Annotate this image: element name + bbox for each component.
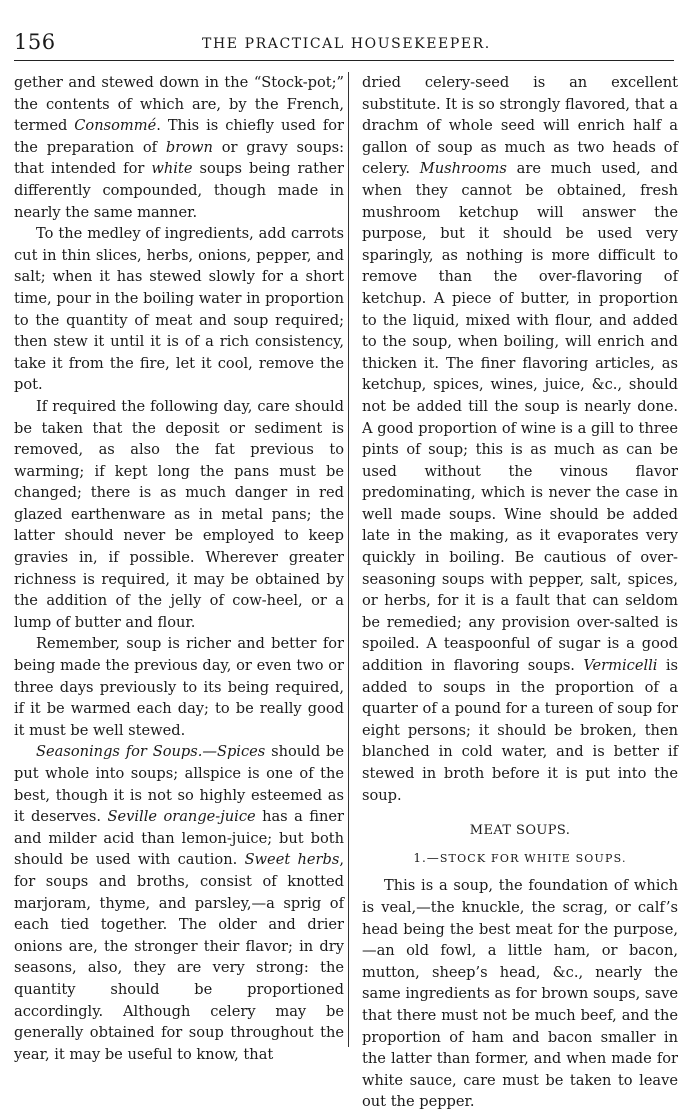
paragraph: Seasonings for Soups.—Spices should be put whole into soups; allspice is one of the best, though it is not so highly esteemed as it deserves. Seville orange-juice has a finer and milder acid than lemon-juice; but both should be used with caution. Sweet herbs, for soups and broths, consist of knotted marjoram, thyme, and parsley,—a sprig of each tied together. The older and drier onions are, the stronger their flavor; in dry seasons, also, they are very strong: the quantity should be proportioned accordingly. Although celery may be generally obtained for soup throughout the year, it may be useful to know, that — [14, 743, 344, 1063]
column-divider — [348, 72, 349, 1047]
page-header — [14, 30, 674, 58]
paragraph: Remember, soup is richer and better for being made the previous day, or even two or three days previously to its being required, if it be warmed each day; to be really good it must be well stewed. — [14, 635, 344, 739]
paragraph: dried celery-seed is an excellent substitute. It is so strongly flavored, that a drachm of whole seed will enrich half a gallon of soup as much as two heads of celery. Mushrooms are much used, and when they cannot be obtained, fresh mushroom ketchup will answer the purpose, but it should be used very sparingly, as nothing is more difficult to remove than the over-flavoring of ketchup. A piece of butter, in proportion to the liquid, mixed with flour, and added to the soup, when boiling, will enrich and thicken it. The finer flavoring articles, as ketchup, spices, wines, juice, &c., should not be added till the soup is nearly done. A good proportion of wine is a gill to three pints of soup; this is as much as can be used without the vinous flavor predominating, which is never the case in well made soups. Wine should be added late in the making, as it evaporates very quickly in boiling. Be cautious of over-seasoning soups with pepper, salt, spices, or herbs, for it is a fault that can seldom be remedied; any provision over-salted is spoiled. A teaspoonful of sugar is a good addition in flavoring soups. Vermicelli is added to soups in the proportion of a quarter of a pound for a tureen of soup for eight persons; it should be broken, then blanched in cold water, and is better if stewed in broth before it is put into the soup. — [362, 74, 678, 804]
right-column — [362, 72, 678, 1113]
paragraph: To the medley of ingredients, add carrots cut in thin slices, herbs, onions, pepper, and salt; when it has stewed slowly for a short time, pour in the boiling water in proportion to the quantity of meat and soup required; then stew it until it is of a rich consistency, take it from the fire, let it cool, remove the pot. — [14, 225, 344, 394]
header-rule — [14, 60, 674, 61]
page-number: 156 — [14, 30, 56, 54]
recipe-heading: 1.—STOCK FOR WHITE SOUPS. — [413, 850, 627, 865]
paragraph: gether and stewed down in the “Stock-pot;” the contents of which are, by the French, termed Consommé. This is chiefly used for the preparation of brown or gravy soups: that intended for white soups being rather differently compounded, though made in nearly the same manner. — [14, 74, 344, 221]
paragraph: This is a soup, the foundation of which is veal,—the knuckle, the scrag, or calf’s head being the best meat for the purpose,—an old fowl, a little ham, or bacon, mutton, sheep’s head, &c., nearly the same ingredients as for brown soups, save that there must not be much beef, and the proportion of ham and bacon smaller in the latter than former, and when made for white sauce, care must be taken to leave out the pepper. — [362, 877, 678, 1111]
paragraph: If required the following day, care should be taken that the deposit or sediment is removed, as also the fat previous to warming; if kept long the pans must be changed; there is as much danger in red glazed earthenware as in metal pans; the latter should never be employed to keep gravies in, if possible. Wherever greater richness is required, it may be obtained by the addition of the jelly of cow-heel, or a lump of butter and flour. — [14, 397, 344, 631]
section-heading: MEAT SOUPS. — [469, 823, 571, 839]
left-column — [14, 72, 344, 1065]
running-title: THE PRACTICAL HOUSEKEEPER. — [202, 36, 491, 52]
